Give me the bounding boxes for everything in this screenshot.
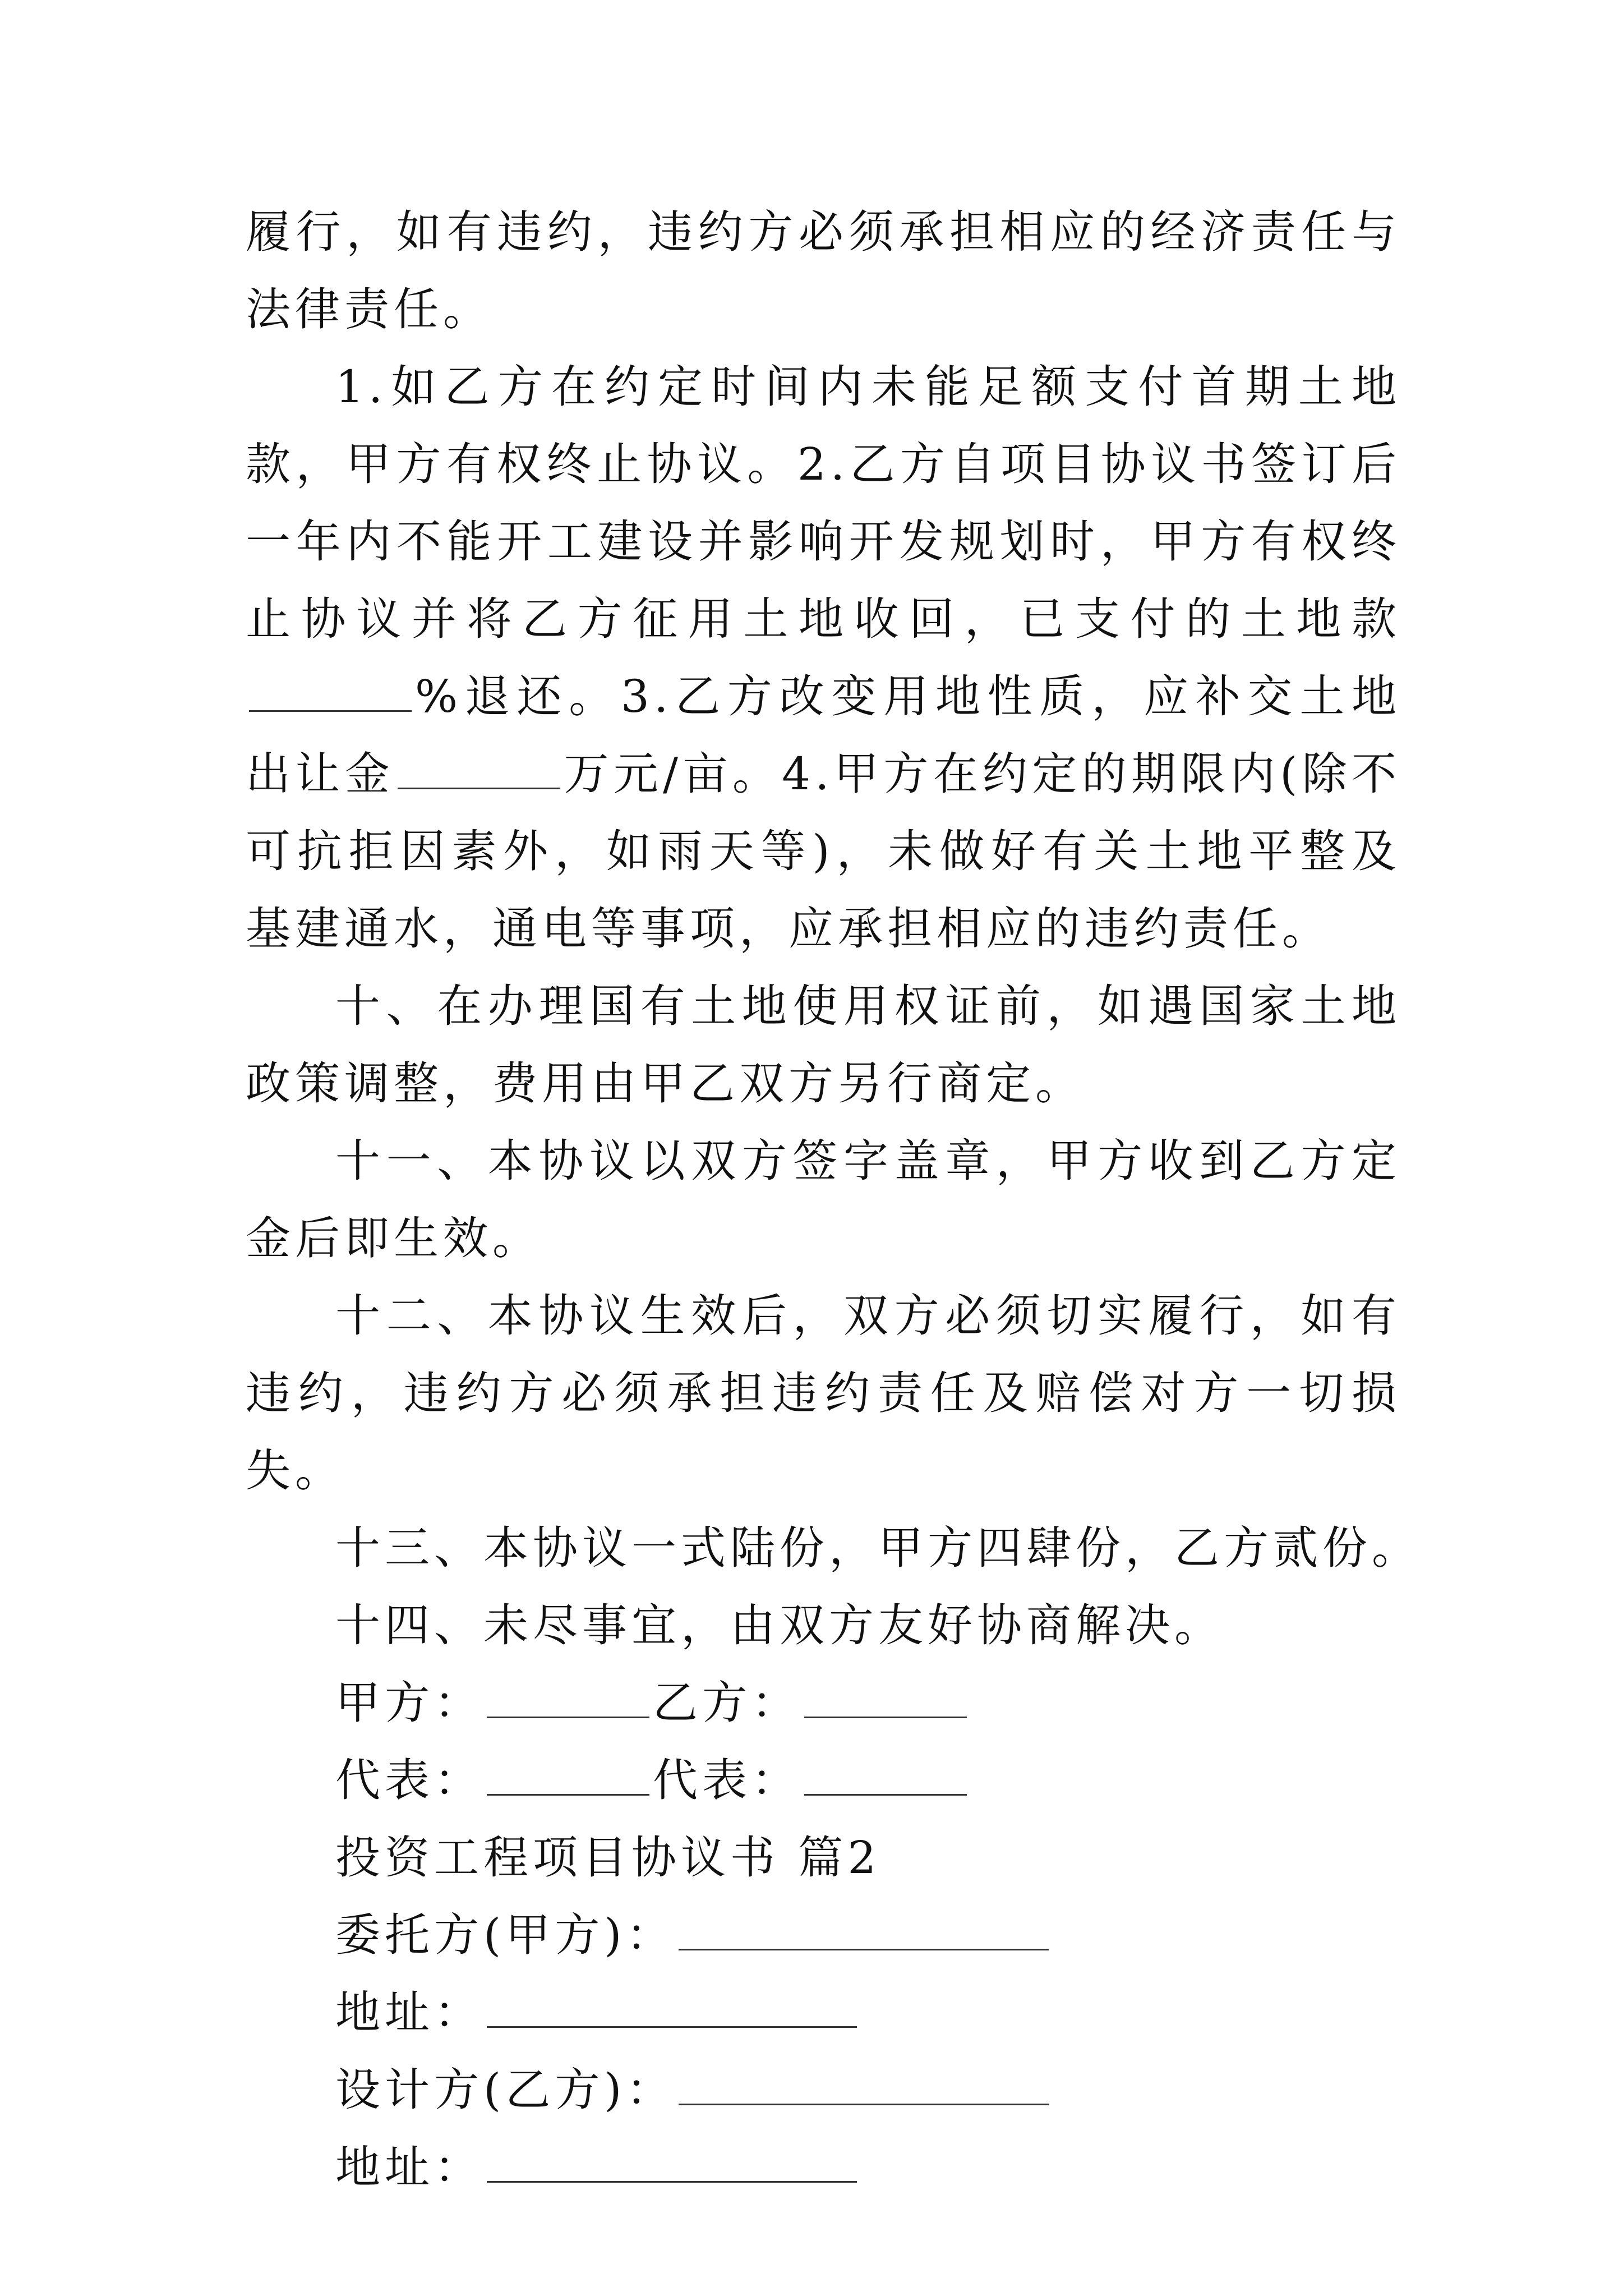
section-2-title: 投资工程项目协议书 篇2	[335, 1832, 881, 1884]
breach-terms-text-1: 1.如乙方在约定时间内未能足额支付首期土地款，甲方有权终止协议。2.乙方自项目协议书签订后一年内不能开工建设并影响开发规划时，甲方有权终止协议并将乙方征用土地收回，已支付的土地款	[246, 361, 1401, 645]
designer-address-blank	[487, 2147, 857, 2183]
paragraph-liability-continuation: 履行，如有违约，违约方必须承担相应的经济责任与法律责任。	[246, 206, 1401, 335]
land-fee-blank	[398, 754, 560, 789]
client-line	[246, 1897, 1401, 1974]
client-address-blank	[487, 1993, 857, 2028]
client-blank	[679, 1915, 1049, 1950]
clause-13: 十三、本协议一式陆份，甲方四肆份，乙方贰份。	[335, 1522, 1421, 1574]
clause-12: 十二、本协议生效后，双方必须切实履行，如有违约，违约方必须承担违约责任及赔偿对方一切损失。	[246, 1290, 1401, 1497]
rep-b-blank	[804, 1760, 967, 1796]
party-b-label: 乙方：	[653, 1677, 801, 1729]
designer-label: 设计方(乙方)：	[335, 2064, 676, 2116]
signature-parties-line	[246, 1664, 1401, 1742]
party-b-blank	[804, 1683, 967, 1718]
client-address-line	[246, 1974, 1401, 2051]
paragraph-breach-terms	[246, 348, 1401, 968]
clause-11: 十一、本协议以双方签字盖章，甲方收到乙方定金后即生效。	[246, 1135, 1401, 1264]
rep-a-label: 代表：	[335, 1754, 483, 1806]
designer-address-line	[246, 2129, 1401, 2206]
document-body	[246, 194, 1421, 2206]
party-a-label: 甲方：	[335, 1677, 483, 1729]
designer-blank	[679, 2070, 1049, 2105]
designer-line	[246, 2051, 1401, 2129]
rep-b-label: 代表：	[653, 1754, 801, 1806]
breach-terms-text-3: 万元/亩。4.甲方在约定的期限内(除不可抗拒因素外，如雨天等)，未做好有关土地平整及基建通水，通电等事项，应承担相应的违约责任。	[246, 748, 1401, 955]
client-label: 委托方(甲方)：	[335, 1909, 676, 1961]
refund-percent-blank	[249, 677, 412, 712]
breach-terms-text-2: %退还。3.乙方改变用地性质，应补交土地出让金	[246, 670, 1401, 800]
party-a-blank	[487, 1683, 649, 1718]
clause-10: 十、在办理国有土地使用权证前，如遇国家土地政策调整，费用由甲乙双方另行商定。	[246, 980, 1401, 1110]
rep-a-blank	[487, 1760, 649, 1796]
clause-14: 十四、未尽事宜，由双方友好协商解决。	[335, 1599, 1224, 1651]
client-address-label: 地址：	[335, 1986, 483, 2039]
signature-representatives-line	[246, 1742, 1401, 1819]
designer-address-label: 地址：	[335, 2141, 483, 2193]
